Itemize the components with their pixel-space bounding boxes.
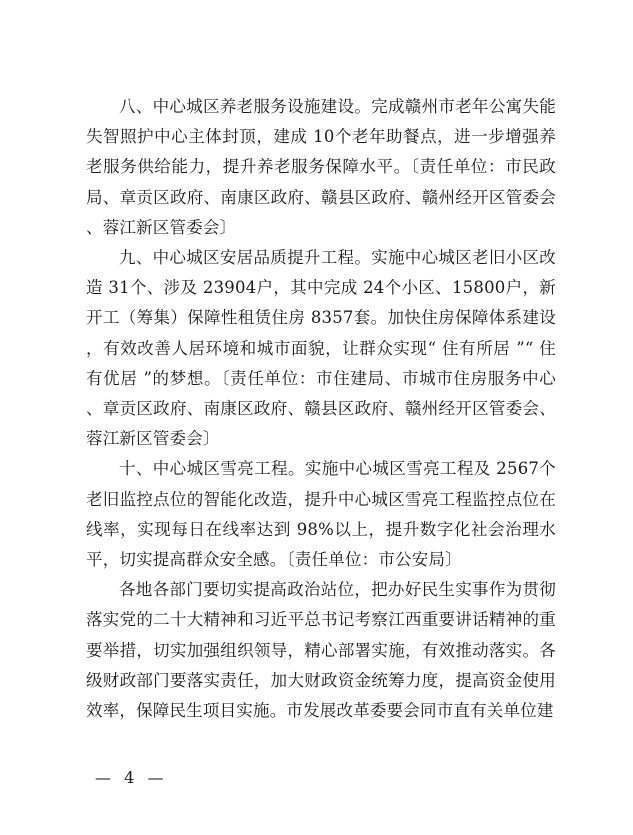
paragraph-elderly-care: 八、中心城区养老服务设施建设。完成赣州市老年公寓失能失智照护中心主体封顶，建成 10个老年助餐点，进一步增强养老服务供给能力，提升养老服务保障水平。〔责任单位：市民政局、章贡区政府、南康区政府、赣县区政府、赣州经开区管委会、蓉江新区管委会〕 — [86, 97, 556, 237]
paragraph-housing: 九、中心城区安居品质提升工程。实施中心城区老旧小区改造 31个、涉及 23904户，其中完成 24个小区、15800户，新开工（筹集）保障性租赁住房 8357套。加快住房保障体系建设，有效改善人居环境和城市面貌，让群众实现“ 住有所居 ”“ 住有优居 ”的梦想。〔责任单位：市住建局、市城市住房服务中心、章贡区政府、南康区政府、赣县区政府、赣州经开区管委会、蓉江新区管委会〕 — [86, 248, 556, 449]
document-body — [86, 92, 556, 726]
paragraph-implementation: 各地各部门要切实提高政治站位，把办好民生实事作为贯彻落实党的二十大精神和习近平总书记考察江西重要讲话精神的重要举措，切实加强组织领导，精心部署实施，有效推动落实。各级财政部门要落实责任，加大财政资金统筹力度，提高资金使用效率，保障民生项目实施。市发展改革委要会同市直有关单位建 — [86, 580, 556, 721]
page-number: — 4 — — [95, 768, 165, 787]
paragraph-surveillance: 十、中心城区雪亮工程。实施中心城区雪亮工程及 2567个老旧监控点位的智能化改造，提升中心城区雪亮工程监控点位在线率，实现每日在线率达到 98%以上，提升数字化社会治理水平，切实提高群众安全感。〔责任单位：市公安局〕 — [86, 459, 556, 570]
